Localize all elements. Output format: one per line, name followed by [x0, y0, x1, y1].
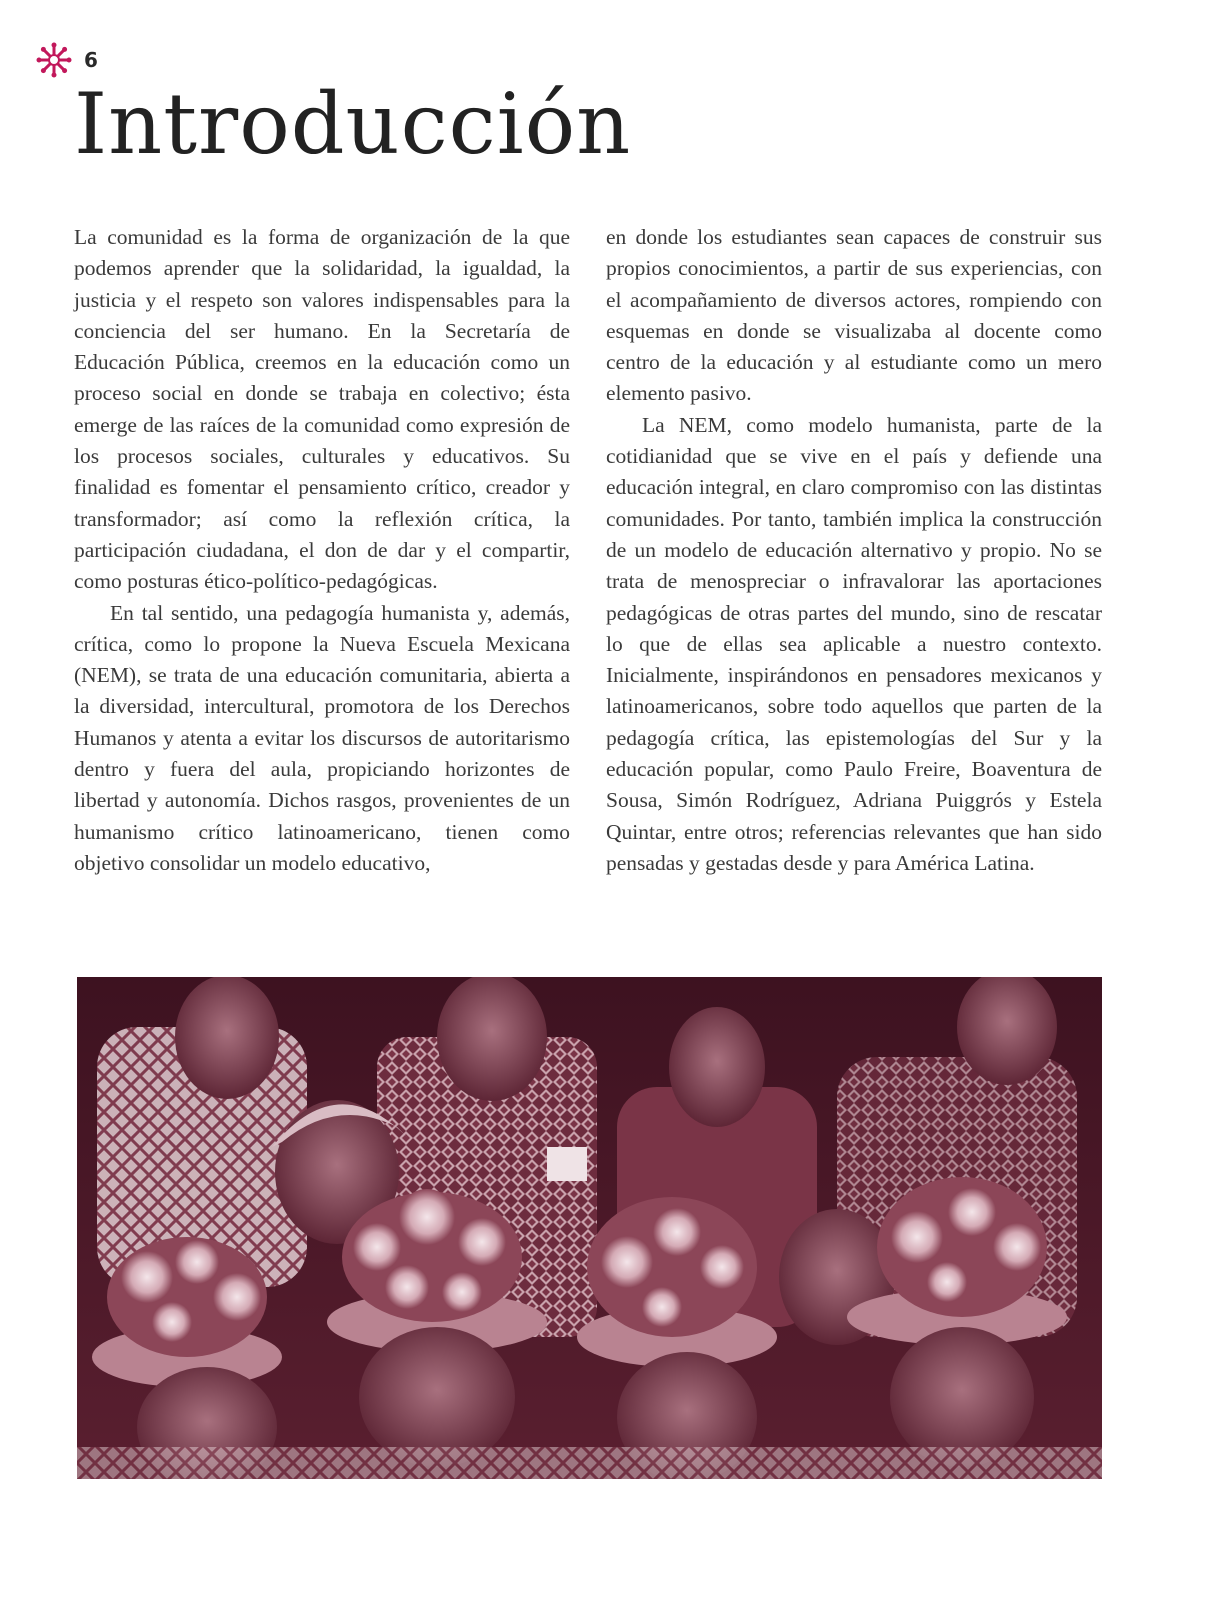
- paragraph: En tal sentido, una pedagogía humanista y, además, crítica, como lo propone la Nueva Escuela Mexicana (NEM), se trata de una educación comunitaria, abierta a la diversidad, intercultural, promotora de los Derechos Humanos y atenta a evitar los discursos de autoritarismo dentro y fuera del aula, propiciando horizontes de libertad y autonomía. Dichos rasgos, provenientes de un humanismo crítico latinoamericano, tienen como objetivo consolidar un modelo educativo,: [74, 600, 570, 875]
- body-columns: [74, 222, 1102, 879]
- paragraph: La comunidad es la forma de organización de la que podemos aprender que la solidaridad, la igualdad, la justicia y el respeto son valores indispensables para la conciencia del ser humano. En la Secretaría de Educación Pública, creemos en la educación como un proceso social en donde se trabaja en colectivo; ésta emerge de las raíces de la comunidad como expresión de los procesos sociales, culturales y educativos. Su finalidad es fomentar el pensamiento crítico, creador y transformador; así como la reflexión crítica, la participación ciudadana, el don de dar y el compartir, como posturas ético-político-pedagógicas.: [74, 225, 570, 594]
- paragraph: La NEM, como modelo humanista, parte de la cotidianidad que se vive en el país y defiende una educación integral, en claro compromiso con las distintas comunidades. Por tanto, también implica la construcción de un modelo de educación alternativo y propio. No se trata de menospreciar o infravalorar las aportaciones pedagógicas de otras partes del mundo, sino de rescatar lo que de ellas sea aplicable a nuestro contexto. Inicialmente, inspirándonos en pensadores mexicanos y latinoamericanos, sobre todo aquellos que parten de la pedagogía crítica, las epistemologías del Sur y la educación popular, como Paulo Freire, Boaventura de Sousa, Simón Rodríguez, Adriana Puiggrós y Estela Quintar, entre otros; referencias relevantes que han sido pensadas y gestadas desde y para América Latina.: [606, 412, 1102, 875]
- column-right: [606, 222, 1102, 879]
- paragraph: en donde los estudiantes sean capaces de construir sus propios conocimientos, a partir de sus experiencias, con el acompañamiento de diversos actores, rompiendo con esquemas en donde se visualizaba al docente como centro de la educación y al estudiante como un mero elemento pasivo.: [606, 225, 1102, 406]
- column-left: [74, 222, 570, 879]
- community-photo: [77, 977, 1102, 1479]
- page-header: [36, 42, 98, 78]
- page-title: Introducción: [74, 75, 632, 173]
- page-number: 6: [84, 48, 98, 72]
- flower-icon: [36, 42, 72, 78]
